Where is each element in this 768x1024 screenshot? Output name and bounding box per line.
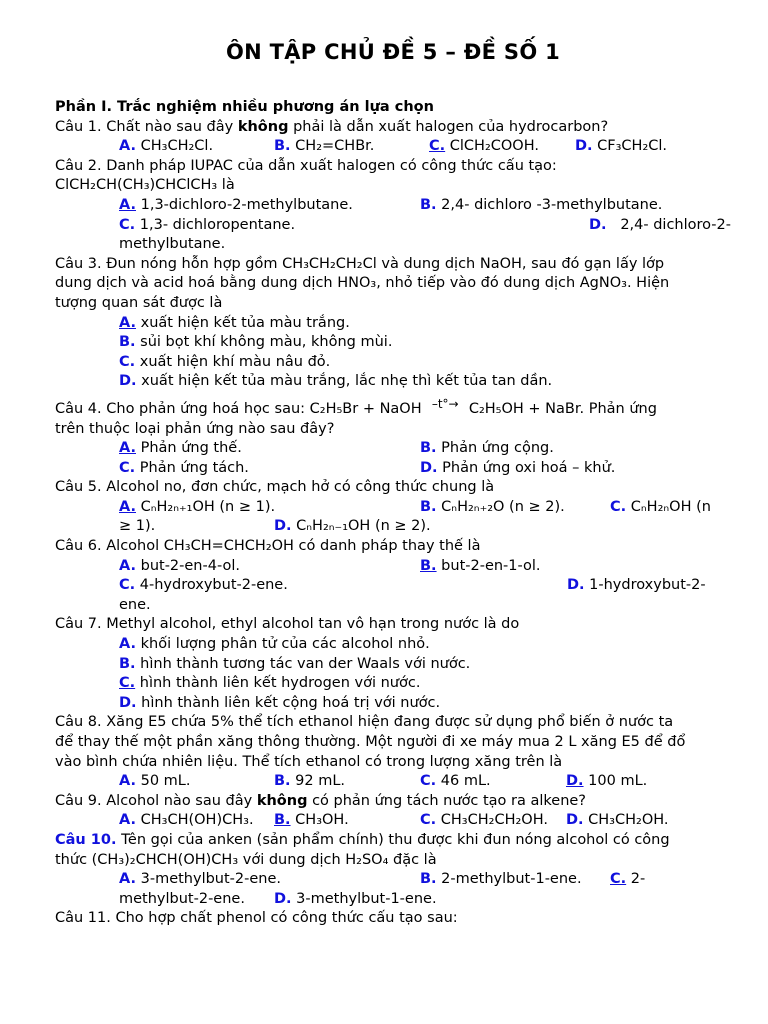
part-heading: Phần I. Trắc nghiệm nhiều phương án lựa chọn (55, 99, 434, 115)
option-d: D. 2,4- dichloro-2- (588, 216, 731, 233)
option-b: B. hình thành tương tác van der Waals với nước. (119, 655, 471, 672)
question-10-options-row2 (55, 890, 731, 910)
question-2-options-row1 (55, 196, 731, 216)
option-c: C. 4-hydroxybut-2-ene. (119, 577, 288, 594)
question-4: Câu 4. Cho phản ứng hoá học sau: C₂H₅Br + NaOH –t°→ C₂H₅OH + NaBr. Phản ứng (55, 396, 657, 417)
option-d: D. Phản ứng oxi hoá – khử. (420, 459, 616, 476)
option-a: A. 50 mL. (119, 773, 191, 790)
question-5-options-row1 (55, 498, 731, 518)
option-a: A. Phản ứng thế. (119, 440, 242, 457)
option-b: B. but-2-en-1-ol. (420, 557, 541, 574)
option-d: D. 1-hydroxybut-2- (567, 577, 706, 594)
option-d: D. 3-methylbut-1-ene. (274, 890, 437, 907)
question-6: Câu 6. Alcohol CH₃CH=CHCH₂OH có danh pháp thay thế là (55, 538, 481, 555)
option-c: C. hình thành liên kết hydrogen với nước. (119, 675, 421, 692)
question-5-options-row2 (55, 517, 731, 537)
option-a: A. CₙH₂ₙ₊₁OH (n ≥ 1). (119, 498, 276, 515)
question-8-options (55, 772, 731, 792)
option-d: D. CH₃CH₂OH. (566, 812, 669, 829)
option-a: A. khối lượng phân tử của các alcohol nhỏ. (119, 636, 430, 653)
option-c: C. 2- (610, 871, 646, 888)
option-b: B. sủi bọt khí không màu, không mùi. (119, 334, 393, 351)
question-4-options-row2 (55, 459, 731, 479)
option-c: C. 1,3- dichloropentane. (119, 216, 296, 233)
option-d: D. xuất hiện kết tủa màu trắng, lắc nhẹ thì kết tủa tan dần. (119, 373, 553, 390)
option-a: A. CH₃CH(OH)CH₃. (119, 812, 254, 829)
question-7: Câu 7. Methyl alcohol, ethyl alcohol tan vô hạn trong nước là do (55, 616, 520, 633)
option-c: C. Phản ứng tách. (119, 459, 249, 476)
question-8-line2: để thay thế một phần xăng thông thường. Một người đi xe máy mua 2 L xăng E5 để đổ (55, 734, 686, 750)
question-2: Câu 2. Danh pháp IUPAC của dẫn xuất halogen có công thức cấu tạo: (55, 157, 557, 174)
question-10-options-row1 (55, 870, 731, 890)
option-d: D. 100 mL. (566, 773, 648, 790)
option-a: A. CH₃CH₂Cl. (119, 138, 214, 155)
question-9-options (55, 811, 731, 831)
question-6-options-row2 (55, 576, 731, 596)
question-6-options-row1 (55, 557, 731, 577)
option-c: C. CH₃CH₂CH₂OH. (420, 812, 548, 829)
question-4-line2: trên thuộc loại phản ứng nào sau đây? (55, 420, 335, 437)
question-1-options (55, 137, 731, 157)
question-5: Câu 5. Alcohol no, đơn chức, mạch hở có công thức chung là (55, 479, 495, 496)
option-d-continued: ene. (119, 596, 151, 613)
option-a: A. xuất hiện kết tủa màu trắng. (119, 314, 350, 331)
option-b: B. Phản ứng cộng. (420, 440, 554, 457)
question-2-options-row2 (55, 216, 731, 236)
option-a: A. but-2-en-4-ol. (119, 557, 240, 574)
option-d: D. hình thành liên kết cộng hoá trị với nước. (119, 694, 441, 711)
option-d: D. CₙH₂ₙ₋₁OH (n ≥ 2). (274, 518, 431, 535)
reaction-arrow-icon: –t°→ (431, 396, 459, 411)
question-3: Câu 3. Đun nóng hỗn hợp gồm CH₃CH₂CH₂Cl và dung dịch NaOH, sau đó gạn lấy lớp (55, 255, 665, 272)
question-1: Câu 1. Chất nào sau đây không phải là dẫn xuất halogen của hydrocarbon? (55, 118, 609, 135)
document-page (55, 36, 731, 929)
question-8-line3: vào bình chứa nhiên liệu. Thể tích ethanol có trong lượng xăng trên là (55, 753, 563, 770)
option-b: B. 2,4- dichloro -3-methylbutane. (420, 196, 663, 213)
option-c: C. xuất hiện khí màu nâu đỏ. (119, 353, 331, 370)
option-b: B. 92 mL. (274, 773, 346, 790)
option-c: C. 46 mL. (420, 773, 491, 790)
option-b: B. CH₂=CHBr. (274, 138, 375, 155)
option-c: C. CₙH₂ₙOH (n (610, 498, 711, 515)
question-2-formula: ClCH₂CH(CH₃)CHClCH₃ là (55, 177, 235, 194)
question-3-line3: tượng quan sát được là (55, 294, 223, 311)
option-a: A. 1,3-dichloro-2-methylbutane. (119, 196, 353, 213)
option-d-continued: methylbutane. (119, 236, 226, 253)
option-c: C. ClCH₂COOH. (429, 138, 539, 155)
question-11: Câu 11. Cho hợp chất phenol có công thức cấu tạo sau: (55, 910, 458, 927)
question-10: Câu 10. Tên gọi của anken (sản phẩm chính) thu được khi đun nóng alcohol có công (55, 831, 670, 848)
question-10-line2: thức (CH₃)₂CHCH(OH)CH₃ với dung dịch H₂SO₄ đặc là (55, 851, 437, 868)
option-b: B. CₙH₂ₙ₊₂O (n ≥ 2). (420, 498, 565, 515)
option-d: D. CF₃CH₂Cl. (575, 138, 668, 155)
question-3-line2: dung dịch và acid hoá bằng dung dịch HNO₃, nhỏ tiếp vào đó dung dịch AgNO₃. Hiện (55, 275, 670, 292)
option-c-continued: ≥ 1). (119, 518, 156, 535)
option-b: B. CH₃OH. (274, 812, 349, 829)
option-b: B. 2-methylbut-1-ene. (420, 871, 582, 888)
document-title: ÔN TẬP CHỦ ĐỀ 5 – ĐỀ SỐ 1 (225, 40, 560, 64)
question-9: Câu 9. Alcohol nào sau đây không có phản ứng tách nước tạo ra alkene? (55, 792, 587, 809)
option-c-continued: methylbut-2-ene. (119, 890, 245, 907)
question-4-options-row1 (55, 439, 731, 459)
option-a: A. 3-methylbut-2-ene. (119, 871, 282, 888)
question-8: Câu 8. Xăng E5 chứa 5% thể tích ethanol hiện đang được sử dụng phổ biến ở nước ta (55, 714, 674, 731)
